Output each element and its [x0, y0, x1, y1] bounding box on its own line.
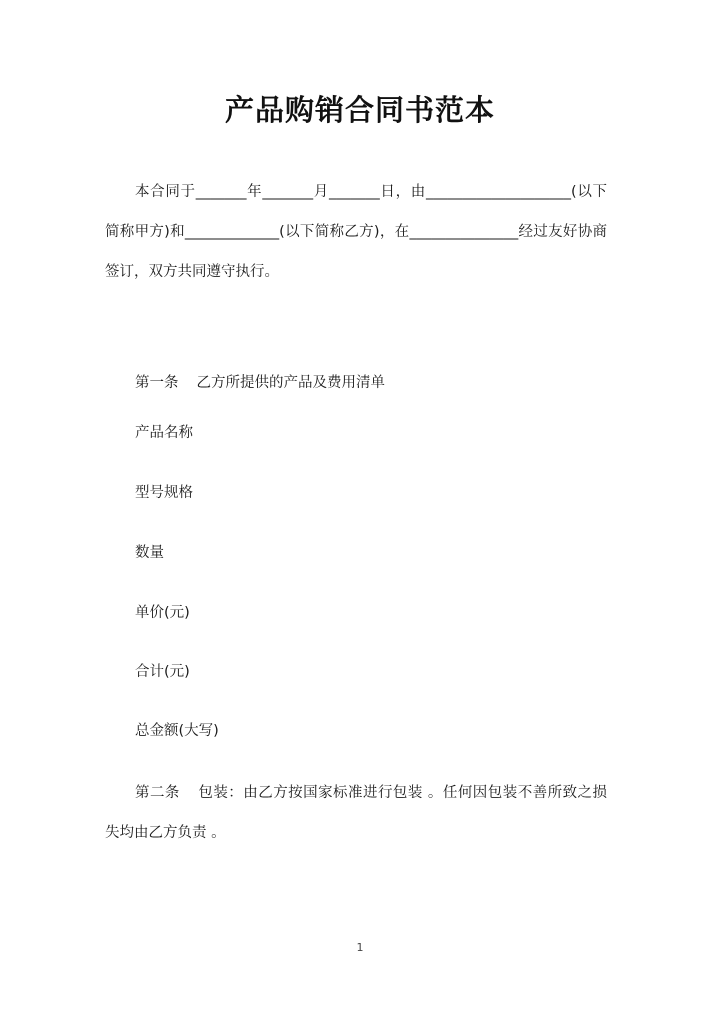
- list-item: [105, 662, 607, 682]
- list-item: [105, 603, 607, 623]
- list-item: [105, 483, 607, 503]
- clause-two-body: 包装：由乙方按国家标准进行包装 。任何因包装不善所致之损失均由乙方负责 。: [105, 785, 608, 841]
- clause-one-heading-block: [105, 363, 607, 403]
- list-item: [105, 721, 607, 741]
- clause-one-title: 乙方所提供的产品及费用清单: [196, 375, 385, 391]
- page-title: 产品购销合同书范本: [224, 93, 495, 127]
- list-item: [105, 543, 607, 563]
- list-item-label: 合计(元): [135, 664, 190, 680]
- intro-paragraph-text: 本合同于_______年_______月_______日，由____________________(以下简称甲方)和_____________(以下简称乙方)，在_______________经过友好协商签订，双方共同遵守执行。: [105, 184, 607, 280]
- list-item-label: 总金额(大写): [135, 723, 219, 739]
- list-item-label: 产品名称: [135, 425, 193, 441]
- list-item-label: 单价(元): [135, 605, 190, 621]
- list-item: [105, 423, 607, 443]
- clause-two-number: 第二条: [135, 785, 180, 801]
- list-item-label: 型号规格: [135, 485, 193, 501]
- list-item-label: 数量: [135, 545, 164, 561]
- page-number: 1: [356, 941, 364, 954]
- clause-one-number: 第一条: [135, 375, 179, 391]
- clause-two-block: [105, 773, 607, 853]
- intro-paragraph-block: [105, 172, 607, 292]
- clause-one-heading-text: [105, 363, 607, 403]
- clause-two-text: [105, 773, 607, 853]
